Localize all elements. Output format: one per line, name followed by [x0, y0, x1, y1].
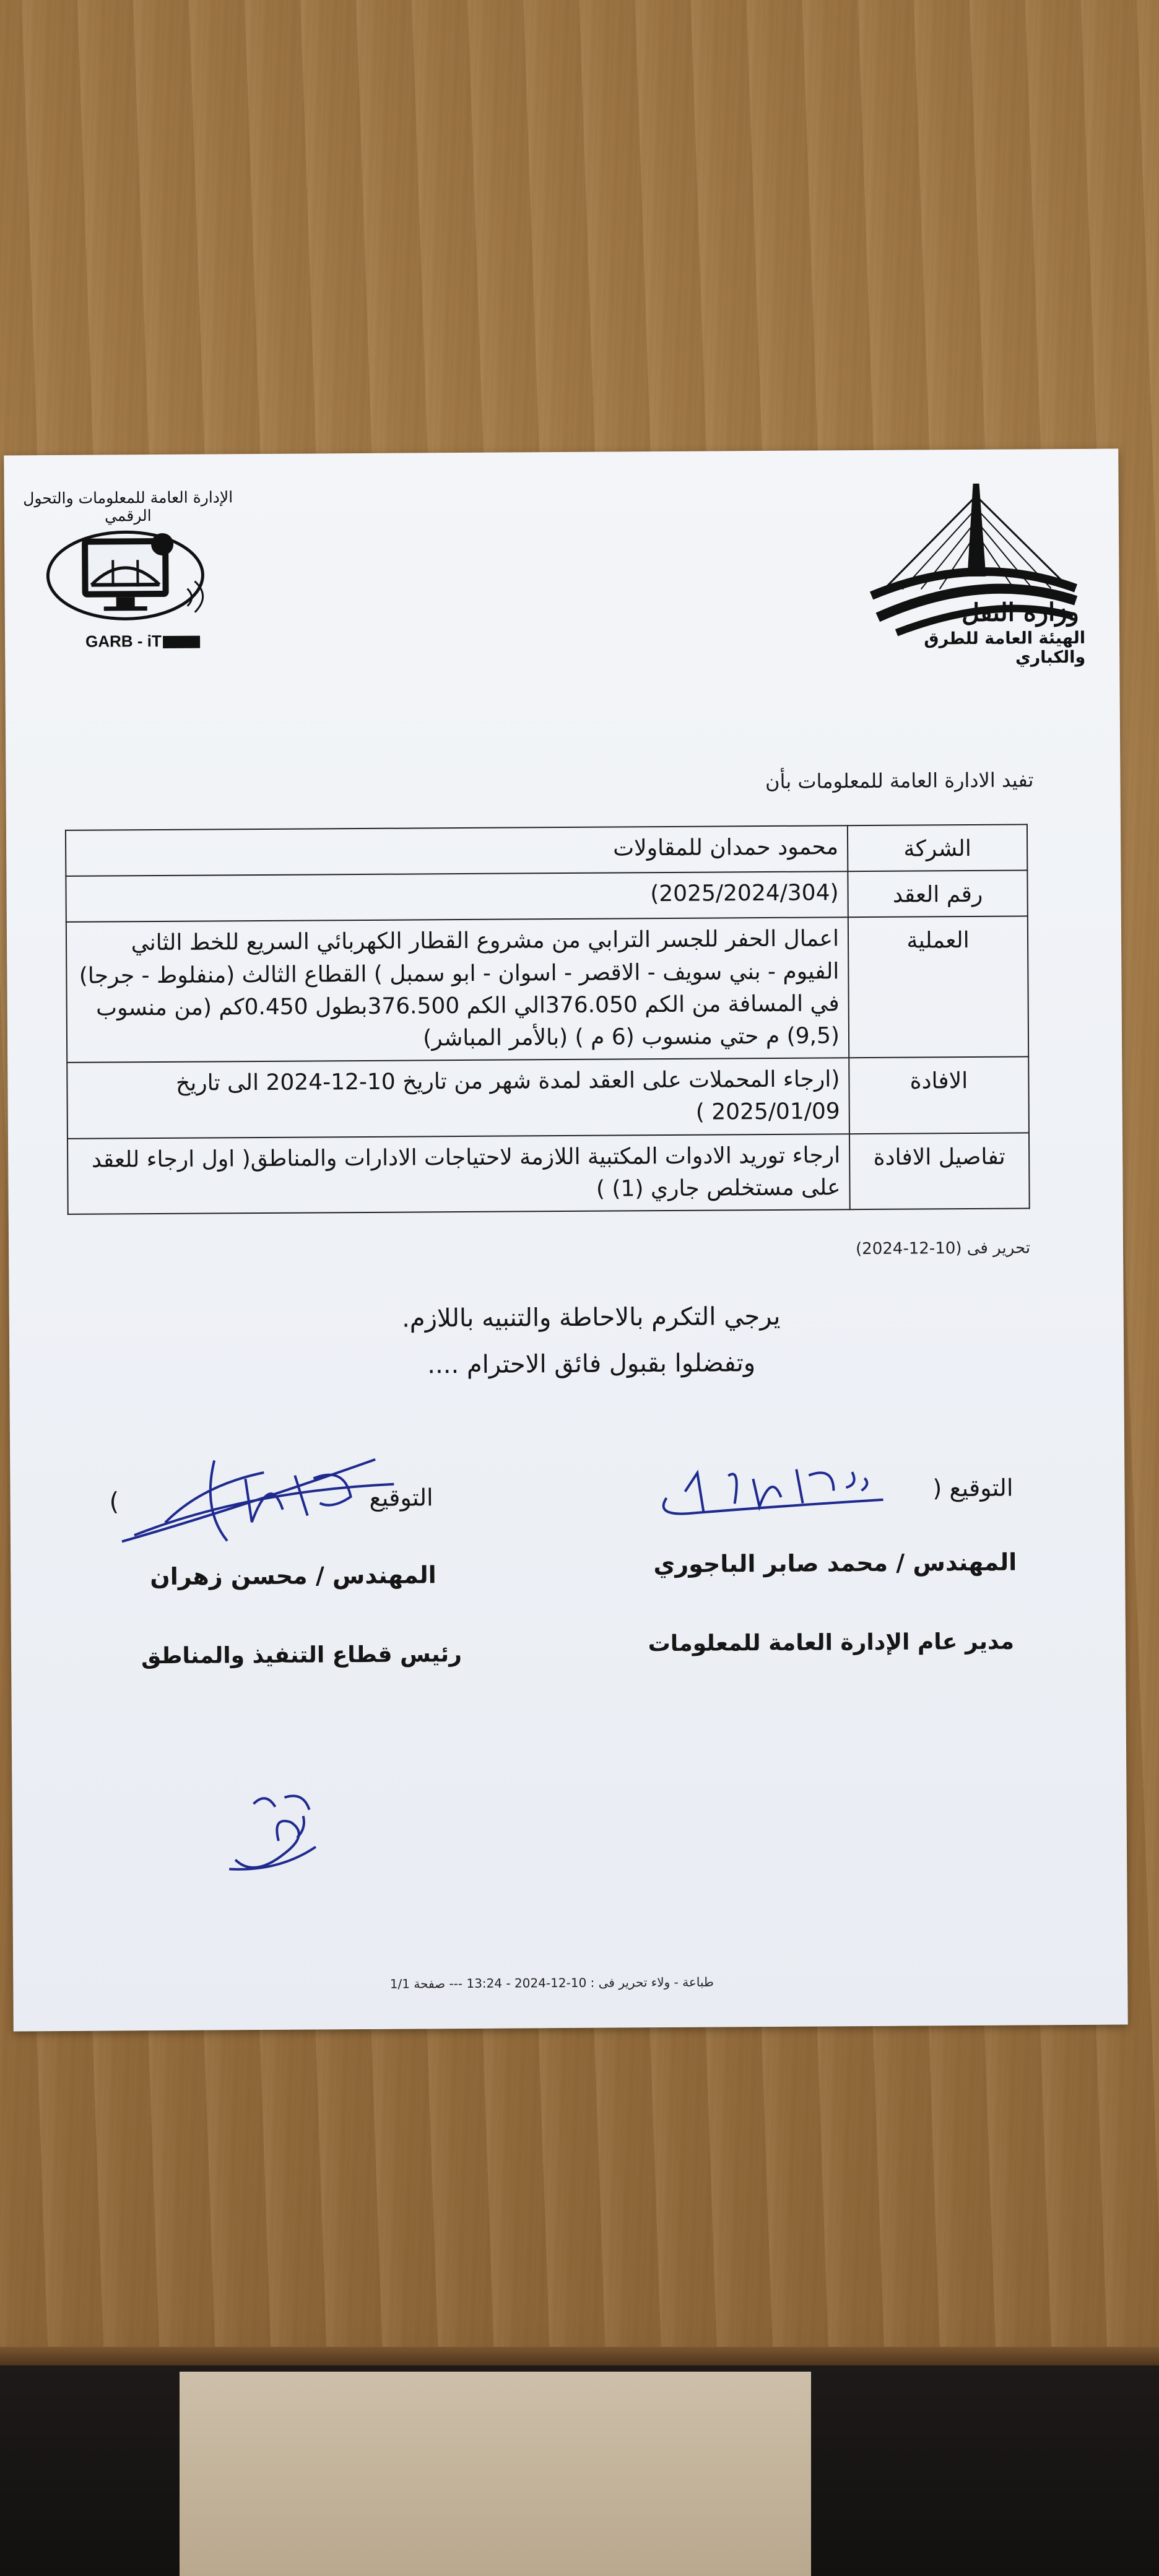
signer-title-right: مدير عام الإدارة العامة للمعلومات	[648, 1629, 1015, 1657]
table-row	[67, 1133, 1030, 1214]
authority-name: الهيئة العامة للطرق والكباري	[924, 628, 1086, 668]
row-value: (ارجاء المحملات على العقد لمدة شهر من تاريخ 10-12-2024 الى تاريخ 2025/01/09 )	[67, 1058, 849, 1138]
document-page	[4, 449, 1128, 2032]
row-value: (2025/2024/304)	[66, 871, 848, 922]
row-value: اعمال الحفر للجسر الترابي من مشروع القطار الكهربائي السريع للخط الثاني الفيوم - بني سويف - الاقصر - اسوان - ابو سمبل ) القطاع الثالث (منفلوط - جرجا) في المسافة من الكم 376.050الي الكم 376.500بطول 0.450كم (من منسوب (9,5) م حتي منسوب (6 م ) (بالأمر المباشر)	[66, 918, 849, 1063]
signature-label-left: التوقيع	[369, 1484, 433, 1512]
signature-label-right: التوقيع (	[932, 1474, 1014, 1502]
row-label: الشركة	[848, 824, 1027, 871]
print-footer: طباعة - ولاء تحرير فى : 10-12-2024 - 13:24 --- صفحة 1/1	[389, 1974, 714, 1991]
left-logo-caption: الإدارة العامة للمعلومات والتحول الرقمي	[23, 488, 233, 525]
intro-line: تفيد الادارة العامة للمعلومات بأن	[765, 768, 1034, 794]
row-value: ارجاء توريد الادوات المكتبية اللازمة لاحتياجات الادارات والمناطق( اول ارجاء للعقد على مستخلص جاري (1) )	[67, 1134, 850, 1214]
ministry-name: وزارة النقل	[961, 597, 1079, 628]
signature-left-icon	[109, 1447, 394, 1548]
handwritten-annotation-icon	[216, 1778, 328, 1884]
floor-tile	[180, 2372, 811, 2576]
issue-date: تحرير فى (10-12-2024)	[855, 1238, 1031, 1259]
open-paren: (	[109, 1487, 119, 1516]
closing-line-2: وتفضلوا بقبول فائق الاحترام ....	[427, 1349, 756, 1380]
signature-right-icon	[648, 1453, 908, 1523]
table-row	[66, 824, 1027, 876]
table-row	[67, 1057, 1029, 1139]
signer-title-left: رئيس قطاع التنفيذ والمناطق	[141, 1642, 462, 1669]
garb-it-logo-icon	[38, 513, 225, 656]
row-label: الافادة	[849, 1057, 1029, 1134]
row-label: العملية	[848, 916, 1028, 1058]
row-value: محمود حمدان للمقاولات	[66, 825, 848, 876]
left-logo-text: GARB - iT	[85, 631, 162, 651]
signer-name-right: المهندس / محمد صابر الباجوري	[653, 1548, 1017, 1578]
row-label: رقم العقد	[848, 871, 1027, 918]
closing-line-1: يرجي التكرم بالاحاطة والتنبيه باللازم.	[401, 1302, 781, 1333]
floor-background	[0, 2365, 1159, 2576]
table-row	[66, 871, 1027, 923]
table-row	[66, 916, 1028, 1063]
info-table	[65, 824, 1030, 1214]
signer-name-left: المهندس / محسن زهران	[150, 1561, 436, 1591]
row-label: تفاصيل الافادة	[849, 1133, 1030, 1209]
